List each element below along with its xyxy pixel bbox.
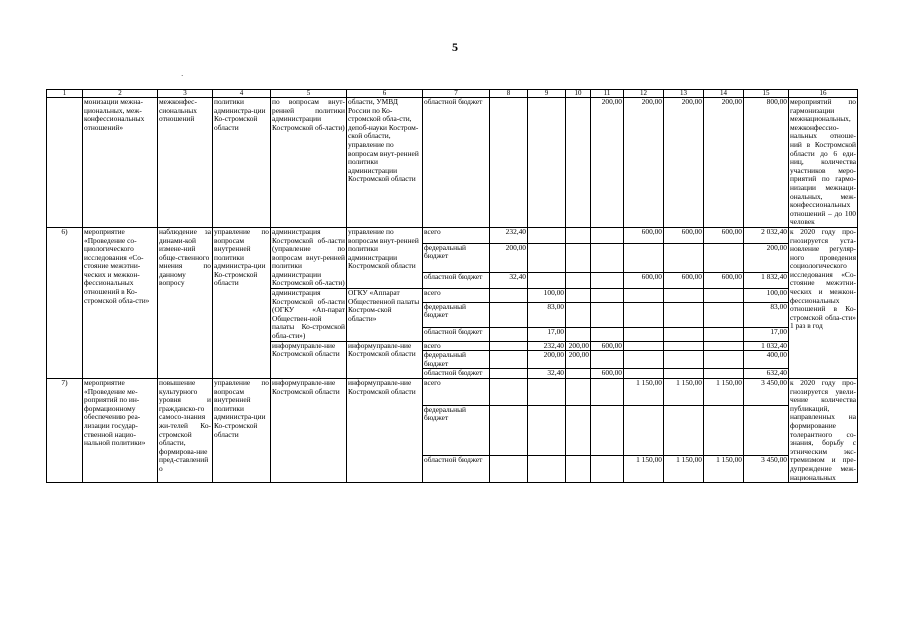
cell-v15: 3 450,00 [744,379,789,406]
cell-result: к 2020 году про-гнозируется уста-новление регуляр-ного проведения социологического исследования «Со-стояние межэтни-ческих и межкон-фессиональных отношений в Ко-стромской обла-сти» 1 раз в год [789,227,858,378]
col-header-10: 10 [566,90,591,98]
cell-indicator: межконфес-сиональных отношений [158,98,213,228]
cell-indicator: наблюдение за динами-кой измене-ний обще-ственного мнения по данному вопросу [158,227,213,378]
cell-v12: 600,00 [624,227,664,243]
cell-v13 [664,328,704,342]
cell-v10: 200,00 [566,351,591,369]
cell-v10 [566,243,591,273]
cell-v14: 600,00 [704,273,744,289]
col-header-1: 1 [47,90,83,98]
cell-v11 [591,302,624,328]
cell-v8 [490,456,528,483]
cell-num [47,98,83,228]
cell-v11: 200,00 [591,98,624,228]
cell-v15: 632,40 [744,369,789,379]
cell-v12: 1 150,00 [624,456,664,483]
cell-v14: 1 150,00 [704,379,744,406]
table-row [47,227,858,243]
cell-source: областной бюджет [423,328,490,342]
cell-v10 [566,98,591,228]
cell-v12 [624,351,664,369]
col-header-14: 14 [704,90,744,98]
cell-v14: 200,00 [704,98,744,228]
cell-v8: 200,00 [490,243,528,273]
cell-v11 [591,456,624,483]
cell-v15: 400,00 [744,351,789,369]
cell-v9: 232,40 [528,341,566,351]
table-row [47,379,858,406]
cell-goal: политики администра-ции Ко-стромской области [213,98,271,228]
cell-v12 [624,243,664,273]
cell-v15: 2 032,40 [744,227,789,243]
col-header-16: 16 [789,90,858,98]
cell-v8 [490,341,528,351]
cell-v13: 1 150,00 [664,379,704,406]
cell-v15: 800,00 [744,98,789,228]
cell-num: 7) [47,379,83,483]
cell-v15: 200,00 [744,243,789,273]
cell-coexecutor: информуправле-ние Костромской области [271,341,347,378]
cell-v10 [566,328,591,342]
cell-v11 [591,243,624,273]
col-header-12: 12 [624,90,664,98]
cell-v11 [591,227,624,243]
cell-v12 [624,369,664,379]
cell-v9: 100,00 [528,289,566,302]
cell-coexecutor: информуправле-ние Костромской области [271,379,347,483]
cell-v12 [624,405,664,456]
cell-v13: 1 150,00 [664,456,704,483]
cell-source: областной бюджет [423,369,490,379]
cell-v15: 83,00 [744,302,789,328]
cell-v13: 600,00 [664,227,704,243]
cell-goal: управление по вопросам внутренней политики администра-ции Ко-стромской области [213,379,271,483]
cell-source: всего [423,379,490,406]
cell-v10 [566,456,591,483]
col-header-9: 9 [528,90,566,98]
cell-v8 [490,405,528,456]
cell-source: федеральный бюджет [423,243,490,273]
cell-executor: управление по вопросам внут-ренней политики администрации Костромской области [347,227,423,288]
cell-v11 [591,379,624,406]
cell-v12: 200,00 [624,98,664,228]
cell-v13 [664,289,704,302]
col-header-4: 4 [213,90,271,98]
cell-v15: 1 032,40 [744,341,789,351]
cell-v8: 232,40 [490,227,528,243]
col-header-11: 11 [591,90,624,98]
col-header-3: 3 [158,90,213,98]
cell-name: мероприятие «Проведение ме-роприятий по ин-формационному обеспечению реа-лизации государ-ственной нацио-нальной политики» [83,379,158,483]
cell-v14 [704,243,744,273]
cell-v11: 600,00 [591,341,624,351]
cell-v9 [528,98,566,228]
cell-num: 6) [47,227,83,378]
cell-v10 [566,289,591,302]
cell-source: федеральный бюджет [423,351,490,369]
cell-v10: 200,00 [566,341,591,351]
cell-v9: 32,40 [528,369,566,379]
cell-source: федеральный бюджет [423,405,490,456]
cell-v14 [704,369,744,379]
table-row-continuation [47,98,858,228]
cell-v13 [664,369,704,379]
cell-name: мероприятие «Проведение со-циологического исследования «Со-стояние межэтни-ческих и межкон-фессиональных отношений в Ко-стромской обла-сти» [83,227,158,378]
cell-v14: 600,00 [704,227,744,243]
cell-v13 [664,341,704,351]
cell-v10 [566,405,591,456]
col-header-5: 5 [271,90,347,98]
cell-v14 [704,289,744,302]
cell-v15 [744,405,789,456]
cell-source: областной бюджет [423,98,490,228]
col-header-6: 6 [347,90,423,98]
cell-indicator: повышение культурного уровня и гражданско-го самосо-знания жи-телей Ко-стромской области, формирова-ние пред-ставлений о [158,379,213,483]
cell-v11 [591,351,624,369]
cell-v8 [490,328,528,342]
cell-v15: 3 450,00 [744,456,789,483]
col-header-8: 8 [490,90,528,98]
cell-source: всего [423,341,490,351]
cell-v8 [490,351,528,369]
col-header-7: 7 [423,90,490,98]
col-header-13: 13 [664,90,704,98]
cell-result: мероприятий по гармонизации межнациональных, межконфессио-нальных отноше-ний в Костромской области до 6 еди-ниц, количества участников меро-приятий по гармо-низации межнаци-ональных, меж-конфессиональных отношений – до 100 человек [790,97,856,227]
cell-v13: 600,00 [664,273,704,289]
cell-v12 [624,328,664,342]
cell-v10 [566,273,591,289]
cell-v11 [591,273,624,289]
cell-v9: 17,00 [528,328,566,342]
cell-v9 [528,273,566,289]
cell-v9 [528,227,566,243]
cell-v9 [528,379,566,406]
cell-v12 [624,341,664,351]
cell-v9 [528,456,566,483]
col-header-2: 2 [83,90,158,98]
cell-v10 [566,369,591,379]
cell-v14 [704,351,744,369]
cell-v13 [664,243,704,273]
cell-v9: 200,00 [528,351,566,369]
cell-v8 [490,289,528,302]
cell-v10 [566,302,591,328]
cell-v8 [490,98,528,228]
cell-v12 [624,289,664,302]
cell-v14 [704,302,744,328]
cell-v11 [591,289,624,302]
cell-v8: 32,40 [490,273,528,289]
cell-v15: 1 832,40 [744,273,789,289]
cell-v8 [490,302,528,328]
cell-v13: 200,00 [664,98,704,228]
cell-v14 [704,341,744,351]
cell-executor: информуправле-ние Костромской области [347,341,423,378]
cell-v9 [528,405,566,456]
cell-v9 [528,243,566,273]
cell-coexecutor: по вопросам внут-ренней политики администрации Костромской об-ласти) [271,98,347,228]
cell-executor: информуправле-ние Костромской области [347,379,423,483]
cell-v8 [490,379,528,406]
cell-v13 [664,302,704,328]
cell-v11 [591,405,624,456]
program-table [46,89,858,483]
page-number: 5 [452,40,458,54]
col-header-15: 15 [744,90,789,98]
cell-v11: 600,00 [591,369,624,379]
cell-v14 [704,405,744,456]
cell-v15: 17,00 [744,328,789,342]
cell-v11 [591,328,624,342]
cell-v12: 1 150,00 [624,379,664,406]
cell-source: всего [423,227,490,243]
cell-v14 [704,328,744,342]
stray-mark: · [181,72,184,80]
cell-name: монизации межна-циональных, меж-конфессиональных отношений» [83,98,158,228]
cell-v14: 1 150,00 [704,456,744,483]
cell-v9: 83,00 [528,302,566,328]
cell-v10 [566,227,591,243]
column-number-row [47,90,858,98]
cell-v8 [490,369,528,379]
cell-source: областной бюджет [423,456,490,483]
cell-v15: 100,00 [744,289,789,302]
cell-executor: ОГКУ «Аппарат Общественной палаты Костром-ской области» [347,289,423,342]
cell-v12 [624,302,664,328]
cell-v10 [566,379,591,406]
cell-coexecutor: администрация Костромской об-ласти (управление по вопросам внут-ренней политики администрации Костромской об-ласти) [272,227,345,288]
cell-v12: 600,00 [624,273,664,289]
cell-goal: управление по вопросам внутренней политики администра-ции Ко-стромской области [213,227,271,378]
cell-v13 [664,351,704,369]
cell-executor: области, УМВД России по Ко-стромской обла-сти, депоб-науки Костром-ской области, управление по вопросам внут-ренней политики администрации Костромской области [347,98,423,228]
cell-result: к 2020 году про-гнозируется увели-чение количества публикаций, направленных на формирование толерантного со-знания, борьбу с этническим экс-тремизмом и пре-дупреждение меж-национальных [790,378,856,482]
cell-coexecutor: администрация Костромской об-ласти (ОГКУ «Ап-парат Обществен-ной палаты Ко-стромской обла-сти») [272,288,345,341]
cell-source: федеральный бюджет [423,302,490,328]
cell-v13 [664,405,704,456]
cell-source: всего [423,289,490,302]
cell-source: областной бюджет [423,273,490,289]
